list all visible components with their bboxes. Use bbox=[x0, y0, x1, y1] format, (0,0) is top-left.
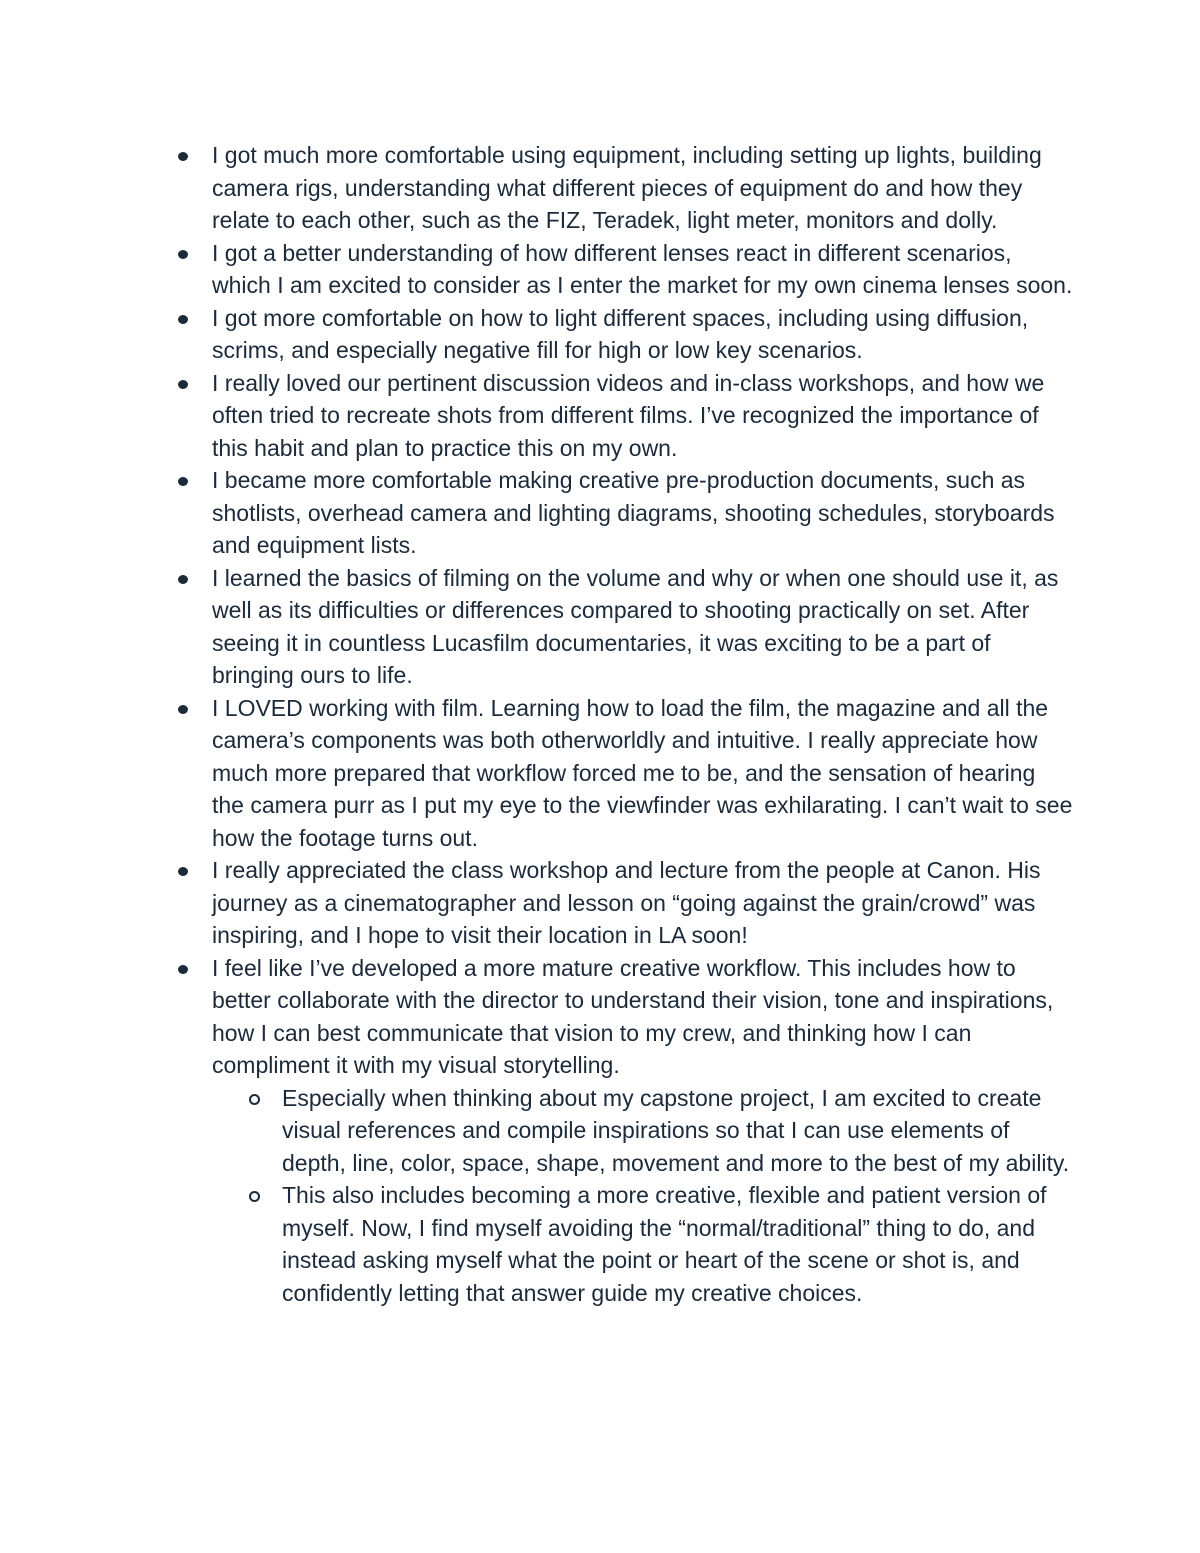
list-item-text: I feel like I’ve developed a more mature creative workflow. This includes how to better collaborate with the director to understand their vision, tone and inspirations, how I can best communicate that vision to my crew, and thinking how I can compliment it with my visual storytelling. bbox=[212, 954, 1054, 1078]
list-item-text: I became more comfortable making creative pre-production documents, such as shotlists, overhead camera and lighting diagrams, shooting schedules, storyboards and equipment lists. bbox=[212, 467, 1055, 558]
bullet-icon bbox=[178, 477, 188, 486]
list-item bbox=[168, 692, 1073, 855]
hollow-bullet-icon bbox=[249, 1094, 260, 1105]
sub-list-item bbox=[282, 1082, 1073, 1180]
list-item bbox=[168, 854, 1073, 952]
bullet-list bbox=[168, 139, 1073, 1309]
list-item bbox=[168, 302, 1073, 367]
list-item bbox=[168, 952, 1073, 1310]
bullet-icon bbox=[178, 965, 188, 974]
sub-bullet-list bbox=[212, 1082, 1073, 1310]
bullet-icon bbox=[178, 250, 188, 259]
list-item-text: I really loved our pertinent discussion videos and in-class workshops, and how we often tried to recreate shots from different films. I’ve recognized the importance of this habit and plan to practice this on my own. bbox=[212, 369, 1045, 461]
list-item bbox=[168, 237, 1073, 302]
list-item bbox=[168, 139, 1073, 237]
document-body bbox=[168, 139, 1073, 1309]
list-item bbox=[168, 464, 1073, 562]
list-item-text: I got much more comfortable using equipment, including setting up lights, building camera rigs, understanding what different pieces of equipment do and how they relate to each other, such as the FIZ, Teradek, light meter, monitors and dolly. bbox=[212, 142, 1042, 233]
list-item bbox=[168, 562, 1073, 692]
list-item-text: I got more comfortable on how to light different spaces, including using diffusion, scrims, and especially negative fill for high or low key scenarios. bbox=[212, 304, 1029, 363]
sub-list-item-text: This also includes becoming a more creative, flexible and patient version of myself. Now, I find myself avoiding the “normal/traditional” thing to do, and instead asking myself what the point or heart of the scene or shot is, and confidently letting that answer guide my creative choices. bbox=[282, 1182, 1047, 1306]
bullet-icon bbox=[178, 867, 188, 876]
hollow-bullet-icon bbox=[249, 1191, 260, 1202]
bullet-icon bbox=[178, 315, 188, 324]
bullet-icon bbox=[178, 705, 188, 714]
list-item-text: I LOVED working with film. Learning how to load the film, the magazine and all the camera’s components was both otherworldly and intuitive. I really appreciate how much more prepared that workflow forced me to be, and the sensation of hearing the camera purr as I put my eye to the viewfinder was exhilarating. I can’t wait to see how the footage turns out. bbox=[212, 694, 1073, 851]
list-item-text: I really appreciated the class workshop and lecture from the people at Canon. His journey as a cinematographer and lesson on “going against the grain/crowd” was inspiring, and I hope to visit their location in LA soon! bbox=[212, 857, 1041, 948]
list-item-text: I learned the basics of filming on the volume and why or when one should use it, as well as its difficulties or differences compared to shooting practically on set. After seeing it in countless Lucasfilm documentaries, it was exciting to be a part of bringing ours to life. bbox=[212, 564, 1059, 688]
bullet-icon bbox=[178, 380, 188, 389]
bullet-icon bbox=[178, 575, 188, 584]
list-item bbox=[168, 367, 1073, 465]
sub-list-item-text: Especially when thinking about my capstone project, I am excited to create visual references and compile inspirations so that I can use elements of depth, line, color, space, shape, movement and more to the best of my ability. bbox=[282, 1084, 1070, 1176]
list-item-text: I got a better understanding of how different lenses react in different scenarios, which I am excited to consider as I enter the market for my own cinema lenses soon. bbox=[212, 239, 1073, 298]
bullet-icon bbox=[178, 152, 188, 161]
sub-list-item bbox=[282, 1179, 1073, 1309]
